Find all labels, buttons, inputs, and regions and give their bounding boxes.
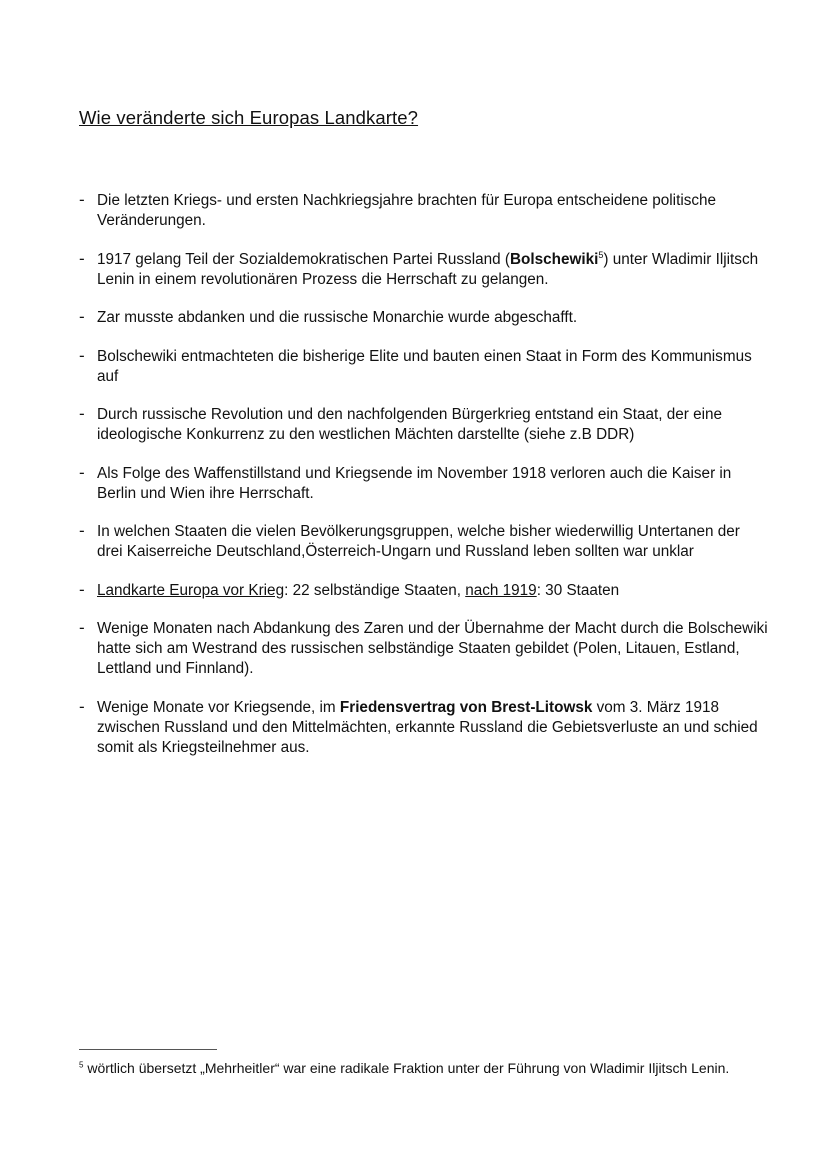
bullet-dash: - — [79, 579, 85, 599]
footnote-divider — [79, 1049, 217, 1050]
page-title: Wie veränderte sich Europas Landkarte? — [79, 107, 419, 128]
list-item — [79, 619, 769, 679]
footnote-number: 5 — [79, 1060, 84, 1070]
item-text: Durch russische Revolution und den nachfolgenden Bürgerkrieg entstand ein Staat, der eine ideologische Konkurrenz zu den westlichen Mächten darstellte (siehe z.B DDR) — [97, 406, 723, 443]
bullet-dash: - — [79, 696, 85, 716]
item-text: Zar musste abdanken und die russische Monarchie wurde abgeschafft. — [97, 309, 578, 326]
list-item — [79, 308, 769, 328]
underlined-phrase: nach 1919 — [465, 581, 537, 599]
bullet-dash: - — [79, 521, 85, 540]
item-text: Bolschewiki entmachteten die bisherige Elite und bauten einen Staat in Form des Kommunismus auf — [97, 347, 752, 385]
bullet-dash: - — [79, 345, 85, 365]
item-text: : 22 selbständige Staaten, — [284, 581, 466, 599]
term-bolschewiki: Bolschewiki — [509, 250, 599, 268]
bullet-dash: - — [79, 248, 85, 268]
item-text: Wenige Monaten nach Abdankung des Zaren und der Übernahme der Macht durch die Bolschewiki hatte sich am Westrand des russischen selbständige Staaten gebildet (Polen, Litauen, Estland, Lettland und Finnland). — [97, 620, 768, 677]
list-item — [79, 698, 769, 758]
footnote — [79, 1059, 759, 1077]
footnote-text: wörtlich übersetzt „Mehrheitler“ war eine radikale Fraktion unter der Führung von Wladimir Iljitsch Lenin. — [83, 1060, 730, 1076]
term-brest-litowsk: Friedensvertrag von Brest-Litowsk — [339, 698, 593, 716]
list-item — [79, 581, 769, 601]
item-text: In welchen Staaten die vielen Bevölkerungsgruppen, welche bisher wiederwillig Untertanen der drei Kaiserreiche Deutschland,Österreich-Ungarn und Russland leben sollten war unklar — [97, 523, 740, 560]
item-text: ) unter Wladimir Iljitsch Lenin in einem revolutionären Prozess die Herrschaft zu gelangen. — [97, 250, 759, 288]
underlined-phrase: Landkarte Europa vor Krieg — [97, 581, 285, 599]
list-item — [79, 347, 769, 387]
bullet-dash: - — [79, 307, 85, 326]
list-item — [79, 522, 769, 562]
footnote-reference[interactable]: 5 — [598, 249, 604, 260]
list-item — [79, 191, 769, 231]
item-text: Die letzten Kriegs- und ersten Nachkriegsjahre brachten für Europa entscheidene politische Veränderungen. — [97, 192, 717, 229]
bullet-dash: - — [79, 404, 85, 423]
bullet-dash: - — [79, 462, 85, 482]
list-item — [79, 464, 769, 504]
bullet-dash: - — [79, 618, 85, 637]
item-text: vom 3. März 1918 zwischen Russland und den Mittelmächten, erkannte Russland die Gebietsverluste an und schied somit als Kriegsteilnehmer aus. — [97, 698, 758, 756]
list-item — [79, 405, 769, 445]
list-item — [79, 250, 769, 290]
item-text: Wenige Monate vor Kriegsende, im — [97, 698, 340, 716]
item-text: : 30 Staaten — [536, 581, 620, 599]
bullet-dash: - — [79, 190, 85, 209]
item-text: 1917 gelang Teil der Sozialdemokratischen Partei Russland ( — [97, 250, 510, 268]
bullet-list — [79, 191, 769, 776]
item-text: Als Folge des Waffenstillstand und Kriegsende im November 1918 verloren auch die Kaiser in Berlin und Wien ihre Herrschaft. — [97, 464, 732, 502]
